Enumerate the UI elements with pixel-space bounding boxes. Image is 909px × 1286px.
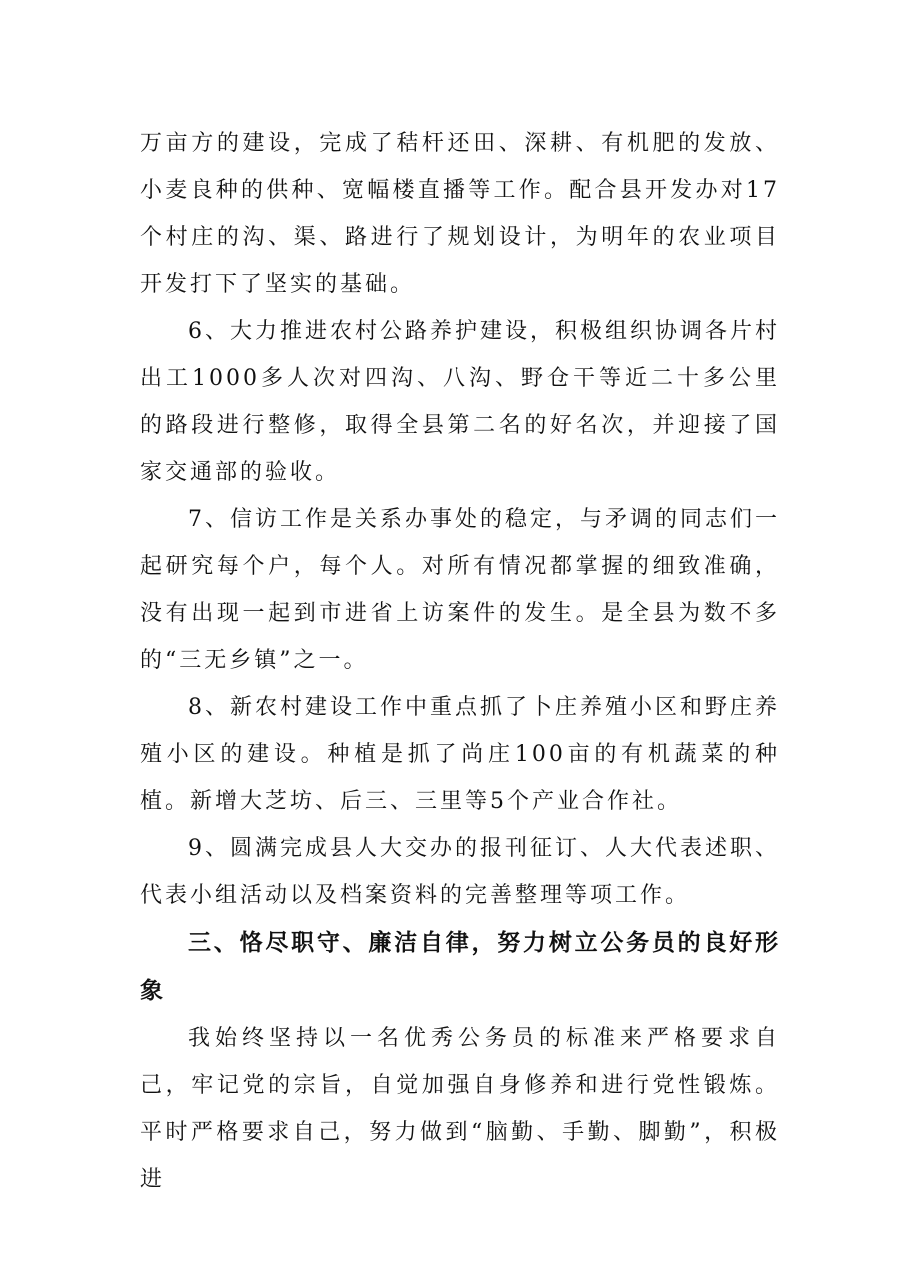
paragraph-item-8: 8、新农村建设工作中重点抓了卜庄养殖小区和野庄养殖小区的建设。种植是抓了尚庄100亩的有机蔬菜的种植。新增大芝坊、后三、三里等5个产业合作社。 bbox=[140, 695, 780, 814]
paragraph-continuation: 万亩方的建设，完成了秸杆还田、深耕、有机肥的发放、小麦良种的供种、宽幅楼直播等工作。配合县开发办对17个村庄的沟、渠、路进行了规划设计，为明年的农业项目开发打下了坚实的基础。 bbox=[140, 131, 780, 297]
paragraph-item-7: 7、信访工作是关系办事处的稳定，与矛调的同志们一起研究每个户，每个人。对所有情况都掌握的细致准确，没有出现一起到市进省上访案件的发生。是全县为数不多的“三无乡镇”之一。 bbox=[140, 507, 780, 673]
paragraph-item-9: 9、圆满完成县人大交办的报刊征订、人大代表述职、代表小组活动以及档案资料的完善整理等项工作。 bbox=[140, 836, 780, 908]
paragraph-item-6: 6、大力推进农村公路养护建设，积极组织协调各片村出工1000多人次对四沟、八沟、野仓干等近二十多公里的路段进行整修，取得全县第二名的好名次，并迎接了国家交通部的验收。 bbox=[140, 319, 780, 485]
section-heading-3: 三、恪尽职守、廉洁自律，努力树立公务员的良好形象 bbox=[140, 930, 780, 1004]
paragraph-closing: 我始终坚持以一名优秀公务员的标准来严格要求自己，牢记党的宗旨，自觉加强自身修养和进行党性锻炼。平时严格要求自己，努力做到“脑勤、手勤、脚勤”，积极进 bbox=[140, 1026, 780, 1192]
document-body bbox=[140, 120, 780, 1203]
